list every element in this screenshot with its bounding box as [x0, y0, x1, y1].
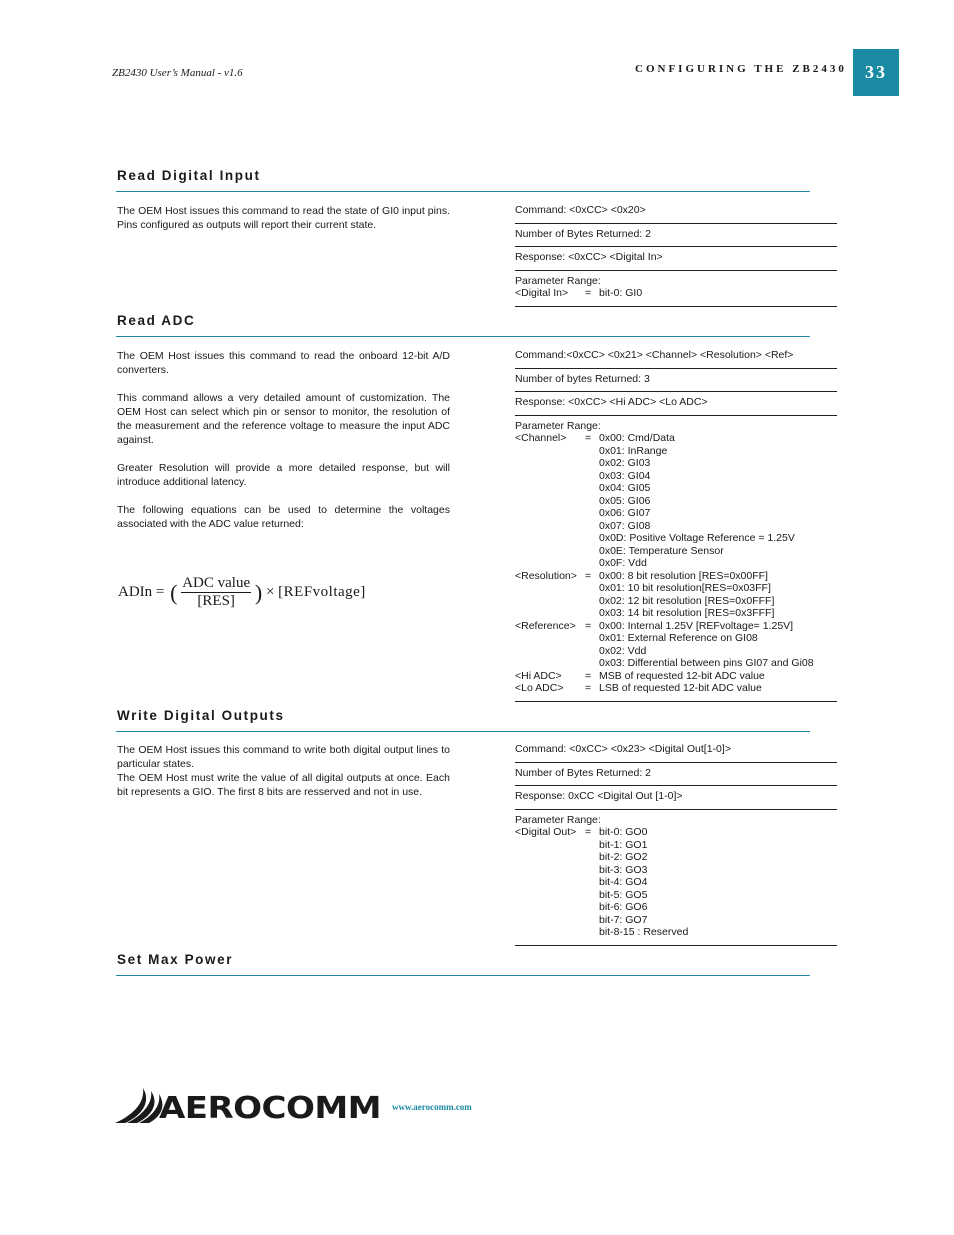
- parameter-name: [515, 926, 585, 939]
- parameter-name: <Hi ADC>: [515, 669, 562, 682]
- parameter-row: [515, 495, 814, 508]
- parameter-table: [515, 826, 688, 939]
- parameter-equals: [585, 582, 599, 595]
- section-body: [117, 743, 450, 813]
- parameter-value: 0x01: External Reference on GI08: [599, 632, 758, 644]
- parameter-equals: [585, 545, 599, 558]
- parameter-name: [515, 864, 585, 877]
- parameter-name: [515, 876, 585, 889]
- command-line: Command:<0xCC> <0x21> <Channel> <Resolution> <Ref>: [515, 349, 837, 369]
- parameter-value: bit-3: GO3: [599, 863, 648, 876]
- command-box: [515, 204, 837, 307]
- parameter-name: <Channel>: [515, 432, 567, 444]
- parameter-name: <Lo ADC>: [515, 682, 564, 694]
- parameter-name: <Resolution>: [515, 569, 577, 582]
- parameter-value: 0x0D: Positive Voltage Reference = 1.25V: [599, 532, 795, 544]
- parameter-equals: [585, 889, 599, 902]
- chapter-title: CONFIGURING THE ZB2430: [635, 63, 847, 75]
- footer-url[interactable]: www.aerocomm.com: [392, 1102, 472, 1112]
- parameter-value: bit-5: GO5: [599, 888, 648, 901]
- section-body: [117, 349, 450, 545]
- parameter-equals: =: [585, 669, 592, 682]
- parameter-value: 0x06: GI07: [599, 507, 651, 519]
- parameter-equals: =: [585, 287, 592, 299]
- parameter-name: [515, 657, 585, 670]
- parameter-row: [515, 901, 688, 914]
- parameter-range: [515, 416, 837, 702]
- parameter-name: [515, 495, 585, 508]
- paragraph: This command allows a very detailed amount of customization. The OEM Host can select which pin or sensor to monitor, the resolution of the measurement and the reference voltage to measure the input ADC against.: [117, 392, 450, 446]
- parameter-value: 0x07: GI08: [599, 519, 651, 532]
- parameter-value: 0x04: GI05: [599, 482, 651, 494]
- command-box: [515, 349, 837, 702]
- bytes-returned: Number of Bytes Returned: 2: [515, 224, 837, 248]
- section-title-write-digital-outputs: Write Digital Outputs: [117, 708, 285, 723]
- parameter-heading: Parameter Range:: [515, 419, 601, 432]
- parameter-row: [515, 507, 814, 520]
- parameter-row: [515, 545, 814, 558]
- paragraph: The OEM Host issues this command to write both digital output lines to particular states.: [117, 744, 450, 770]
- paragraph: The OEM Host issues this command to read the onboard 12-bit A/D converters.: [117, 350, 450, 376]
- parameter-name: <Digital Out>: [515, 826, 577, 838]
- parameter-value: 0x00: Internal 1.25V [REFvoltage= 1.25V]: [599, 619, 794, 632]
- times-sign: ×: [265, 583, 275, 600]
- parameter-name: [515, 457, 585, 470]
- parameter-row: [515, 570, 814, 583]
- parameter-value: 0x00: Cmd/Data: [599, 432, 675, 444]
- parameter-name: [515, 839, 585, 852]
- page-number: 33: [853, 49, 899, 96]
- parameter-name: [515, 470, 585, 483]
- parameter-value: 0x03: 14 bit resolution [RES=0x3FFF]: [599, 607, 775, 619]
- parameter-range: [515, 810, 837, 946]
- parameter-value: 0x01: InRange: [599, 444, 668, 457]
- parameter-equals: [585, 901, 599, 914]
- parameter-name: [515, 914, 585, 927]
- parameter-equals: [585, 470, 599, 483]
- parameter-value: 0x0E: Temperature Sensor: [599, 544, 724, 557]
- response-line: Response: <0xCC> <Digital In>: [515, 247, 837, 271]
- parameter-equals: [585, 876, 599, 889]
- parameter-equals: =: [585, 682, 592, 694]
- parameter-value: bit-4: GO4: [599, 876, 648, 888]
- parameter-equals: [585, 864, 599, 877]
- parameter-equals: [585, 645, 599, 658]
- parameter-equals: [585, 607, 599, 620]
- section-title-set-max-power: Set Max Power: [117, 952, 234, 967]
- parameter-value: bit-7: GO7: [599, 913, 648, 926]
- logo-swoosh-icon: [113, 1085, 385, 1125]
- parameter-row: [515, 682, 814, 695]
- parameter-equals: =: [585, 569, 592, 582]
- parameter-row: [515, 482, 814, 495]
- parameter-value: 0x00: 8 bit resolution [RES=0x00FF]: [599, 569, 768, 582]
- parameter-name: <Digital In>: [515, 287, 569, 299]
- parameter-row: [515, 620, 814, 633]
- parameter-row: [515, 889, 688, 902]
- bytes-returned: Number of Bytes Returned: 2: [515, 763, 837, 787]
- parameter-value: bit-0: GO0: [599, 826, 648, 838]
- section-divider: [116, 975, 810, 976]
- parameter-row: [515, 520, 814, 533]
- aerocomm-logo: [113, 1085, 385, 1130]
- parameter-equals: [585, 632, 599, 645]
- parameter-row: [515, 851, 688, 864]
- parameter-range: [515, 271, 837, 307]
- parameter-equals: [585, 532, 599, 545]
- parameter-value: 0x03: Differential between pins GI07 and Gi08: [599, 657, 814, 669]
- parameter-heading: Parameter Range:: [515, 274, 601, 287]
- paragraph: The following equations can be used to determine the voltages associated with the ADC value returned:: [117, 504, 450, 530]
- section-divider: [116, 336, 810, 337]
- parameter-name: [515, 520, 585, 533]
- parameter-equals: =: [585, 619, 592, 632]
- parameter-value: 0x0F: Vdd: [599, 557, 647, 569]
- parameter-value: 0x01: 10 bit resolution[RES=0x03FF]: [599, 582, 771, 594]
- parameter-equals: [585, 482, 599, 495]
- paragraph: Greater Resolution will provide a more detailed response, but will introduce additional latency.: [117, 462, 450, 488]
- parameter-row: [515, 839, 688, 852]
- parameter-row: [515, 645, 814, 658]
- parameter-row: [515, 582, 814, 595]
- parameter-equals: [585, 926, 599, 939]
- parameter-name: [515, 545, 585, 558]
- parameter-row: [515, 445, 814, 458]
- parameter-name: [515, 557, 585, 570]
- section-divider: [116, 731, 810, 732]
- paragraph: The OEM Host issues this command to read the state of GI0 input pins. Pins configured as outputs will report their current state.: [117, 205, 450, 231]
- parameter-row: [515, 826, 688, 839]
- command-box: [515, 743, 837, 946]
- parameter-value: bit-2: GO2: [599, 851, 648, 863]
- right-paren: ): [254, 579, 263, 605]
- parameter-value: 0x02: 12 bit resolution [RES=0x0FFF]: [599, 594, 775, 607]
- parameter-equals: [585, 557, 599, 570]
- parameter-value: 0x02: GI03: [599, 457, 651, 469]
- parameter-equals: [585, 520, 599, 533]
- parameter-equals: [585, 851, 599, 864]
- formula-fraction: [181, 575, 251, 610]
- parameter-equals: =: [585, 826, 592, 838]
- left-paren: (: [170, 579, 178, 605]
- parameter-value: 0x02: Vdd: [599, 644, 647, 657]
- section-title-read-adc: Read ADC: [117, 313, 196, 328]
- manual-title: ZB2430 User’s Manual - v1.6: [112, 67, 243, 79]
- parameter-value: bit-1: GO1: [599, 838, 648, 851]
- formula-numerator: ADC value: [182, 575, 251, 591]
- adc-formula: [118, 575, 366, 610]
- parameter-value: bit-6: GO6: [599, 901, 648, 913]
- parameter-row: [515, 926, 688, 939]
- parameter-name: [515, 901, 585, 914]
- parameter-row: [515, 657, 814, 670]
- section-divider: [116, 191, 810, 192]
- parameter-equals: [585, 507, 599, 520]
- parameter-row: [515, 470, 814, 483]
- parameter-name: [515, 607, 585, 620]
- parameter-name: [515, 582, 585, 595]
- parameter-row: [515, 557, 814, 570]
- parameter-table: [515, 287, 642, 300]
- parameter-row: [515, 876, 688, 889]
- parameter-name: [515, 595, 585, 608]
- parameter-equals: =: [585, 432, 592, 444]
- parameter-name: [515, 507, 585, 520]
- parameter-name: [515, 889, 585, 902]
- parameter-equals: [585, 657, 599, 670]
- parameter-row: [515, 595, 814, 608]
- parameter-name: [515, 645, 585, 658]
- bytes-returned: Number of bytes Returned: 3: [515, 369, 837, 393]
- parameter-equals: [585, 839, 599, 852]
- parameter-table: [515, 432, 814, 695]
- parameter-equals: [585, 595, 599, 608]
- paragraph: The OEM Host must write the value of all digital outputs at once. Each bit represents a GIO. The first 8 bits are resserved and not in use.: [117, 772, 450, 798]
- parameter-heading: Parameter Range:: [515, 813, 601, 826]
- parameter-value: MSB of requested 12-bit ADC value: [599, 669, 765, 682]
- parameter-equals: [585, 445, 599, 458]
- parameter-row: [515, 532, 814, 545]
- parameter-equals: [585, 914, 599, 927]
- command-line: Command: <0xCC> <0x20>: [515, 204, 837, 224]
- parameter-row: [515, 670, 814, 683]
- parameter-value: 0x05: GI06: [599, 494, 651, 507]
- command-line: Command: <0xCC> <0x23> <Digital Out[1-0]>: [515, 743, 837, 763]
- section-body: [117, 204, 450, 246]
- response-line: Response: <0xCC> <Hi ADC> <Lo ADC>: [515, 392, 837, 416]
- parameter-row: [515, 287, 642, 300]
- formula-rhs: [REFvoltage]: [278, 583, 366, 600]
- parameter-name: [515, 532, 585, 545]
- parameter-value: 0x03: GI04: [599, 469, 651, 482]
- parameter-row: [515, 864, 688, 877]
- parameter-row: [515, 914, 688, 927]
- parameter-row: [515, 632, 814, 645]
- parameter-value: LSB of requested 12-bit ADC value: [599, 682, 762, 694]
- formula-lhs: ADIn =: [118, 583, 165, 600]
- response-line: Response: 0xCC <Digital Out [1-0]>: [515, 786, 837, 810]
- parameter-value: bit-8-15 : Reserved: [599, 926, 689, 938]
- parameter-row: [515, 457, 814, 470]
- parameter-name: [515, 482, 585, 495]
- formula-denominator: [RES]: [197, 593, 235, 609]
- parameter-name: [515, 632, 585, 645]
- parameter-row: [515, 607, 814, 620]
- parameter-name: [515, 445, 585, 458]
- parameter-name: <Reference>: [515, 619, 576, 632]
- parameter-row: [515, 432, 814, 445]
- parameter-equals: [585, 457, 599, 470]
- logo-text: AEROCOMM: [159, 1091, 381, 1125]
- parameter-value: bit-0: GI0: [599, 287, 643, 299]
- parameter-name: [515, 851, 585, 864]
- section-title-read-digital-input: Read Digital Input: [117, 168, 261, 183]
- parameter-equals: [585, 495, 599, 508]
